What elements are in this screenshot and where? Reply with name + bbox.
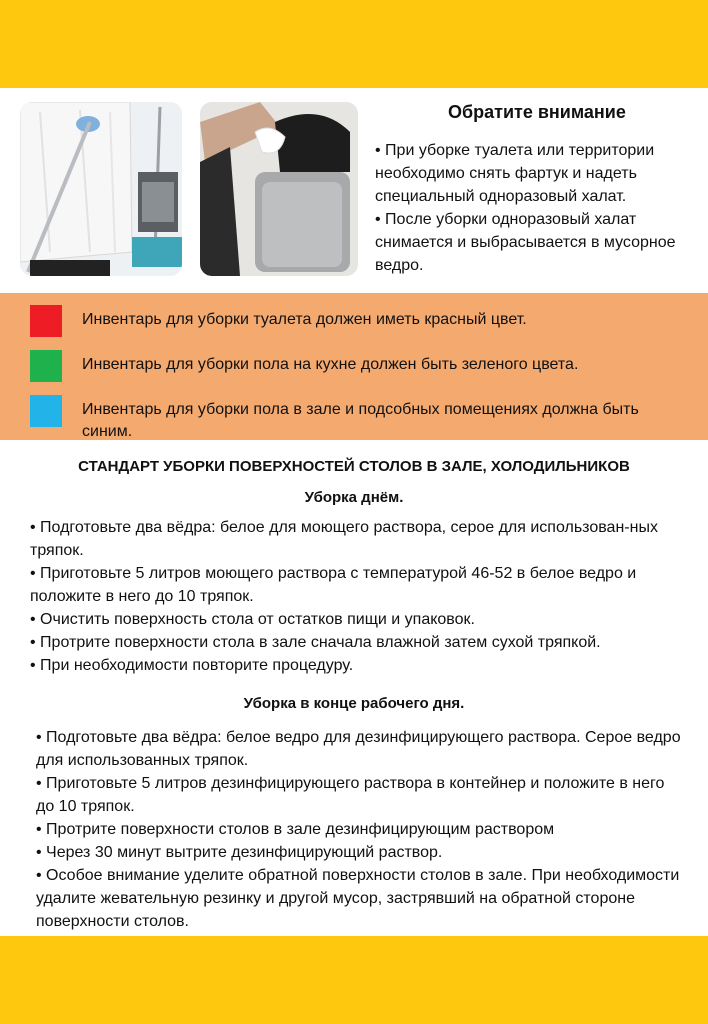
list-item: • Через 30 минут вытрите дезинфицирующий раствор. [36, 844, 443, 861]
attention-bullet: • При уборке туалета или территории необходимо снять фартук и надеть специальный одноразовый халат. [375, 142, 655, 205]
attention-title: Обратите внимание [448, 102, 626, 122]
list-item: • Очистить поверхность стола от остатков пищи и упаковок. [30, 611, 475, 628]
list-item: • Приготовьте 5 литров моющего раствора с температурой 46-52 в белое ведро и положите в него до 10 тряпок. [30, 565, 637, 605]
day-cleaning-title: Уборка днём. [304, 489, 404, 506]
list-item: • При необходимости повторите процедуру. [30, 657, 354, 674]
blue-swatch [30, 395, 62, 427]
bottom-banner [0, 936, 708, 1024]
list-item: • Подготовьте два вёдра: белое для моющего раствора, серое для использован-ных тряпок. [30, 519, 658, 559]
list-item: • Особое внимание уделите обратной поверхности столов в зале. При необходимости удалите жевательную резинку и другой мусор, застрявший на обратной стороне поверхности столов. [36, 867, 680, 930]
list-item: • Подготовьте два вёдра: белое ведро для дезинфицирующего раствора. Серое ведро для использованных тряпок. [36, 729, 681, 769]
list-item: • Протрите поверхности стола в зале сначала влажной затем сухой тряпкой. [30, 634, 601, 651]
standard-title: СТАНДАРТ УБОРКИ ПОВЕРХНОСТЕЙ СТОЛОВ В ЗАЛЕ, ХОЛОДИЛЬНИКОВ [78, 458, 630, 475]
photo-trash-bin [200, 102, 358, 276]
green-swatch [30, 350, 62, 382]
list-item: • Приготовьте 5 литров дезинфицирующего раствора в контейнер и положите в него до 10 тряпок. [36, 775, 665, 815]
color-coding-legend [0, 293, 708, 440]
end-of-day-list [36, 726, 682, 933]
legend-text: Инвентарь для уборки пола на кухне должен быть зеленого цвета. [82, 356, 579, 373]
photo-disposable-gown [20, 102, 182, 276]
end-of-day-title: Уборка в конце рабочего дня. [243, 695, 465, 712]
top-banner [0, 0, 708, 88]
attention-bullet: • После уборки одноразовый халат снимается и выбрасывается в мусорное ведро. [375, 211, 676, 274]
day-cleaning-list [30, 516, 682, 677]
red-swatch [30, 305, 62, 337]
legend-text: Инвентарь для уборки туалета должен иметь красный цвет. [82, 311, 527, 328]
list-item: • Протрите поверхности столов в зале дезинфицирующим раствором [36, 821, 555, 838]
attention-text [375, 139, 700, 277]
legend-text: Инвентарь для уборки пола в зале и подсобных помещениях должна быть синим. [82, 401, 639, 440]
